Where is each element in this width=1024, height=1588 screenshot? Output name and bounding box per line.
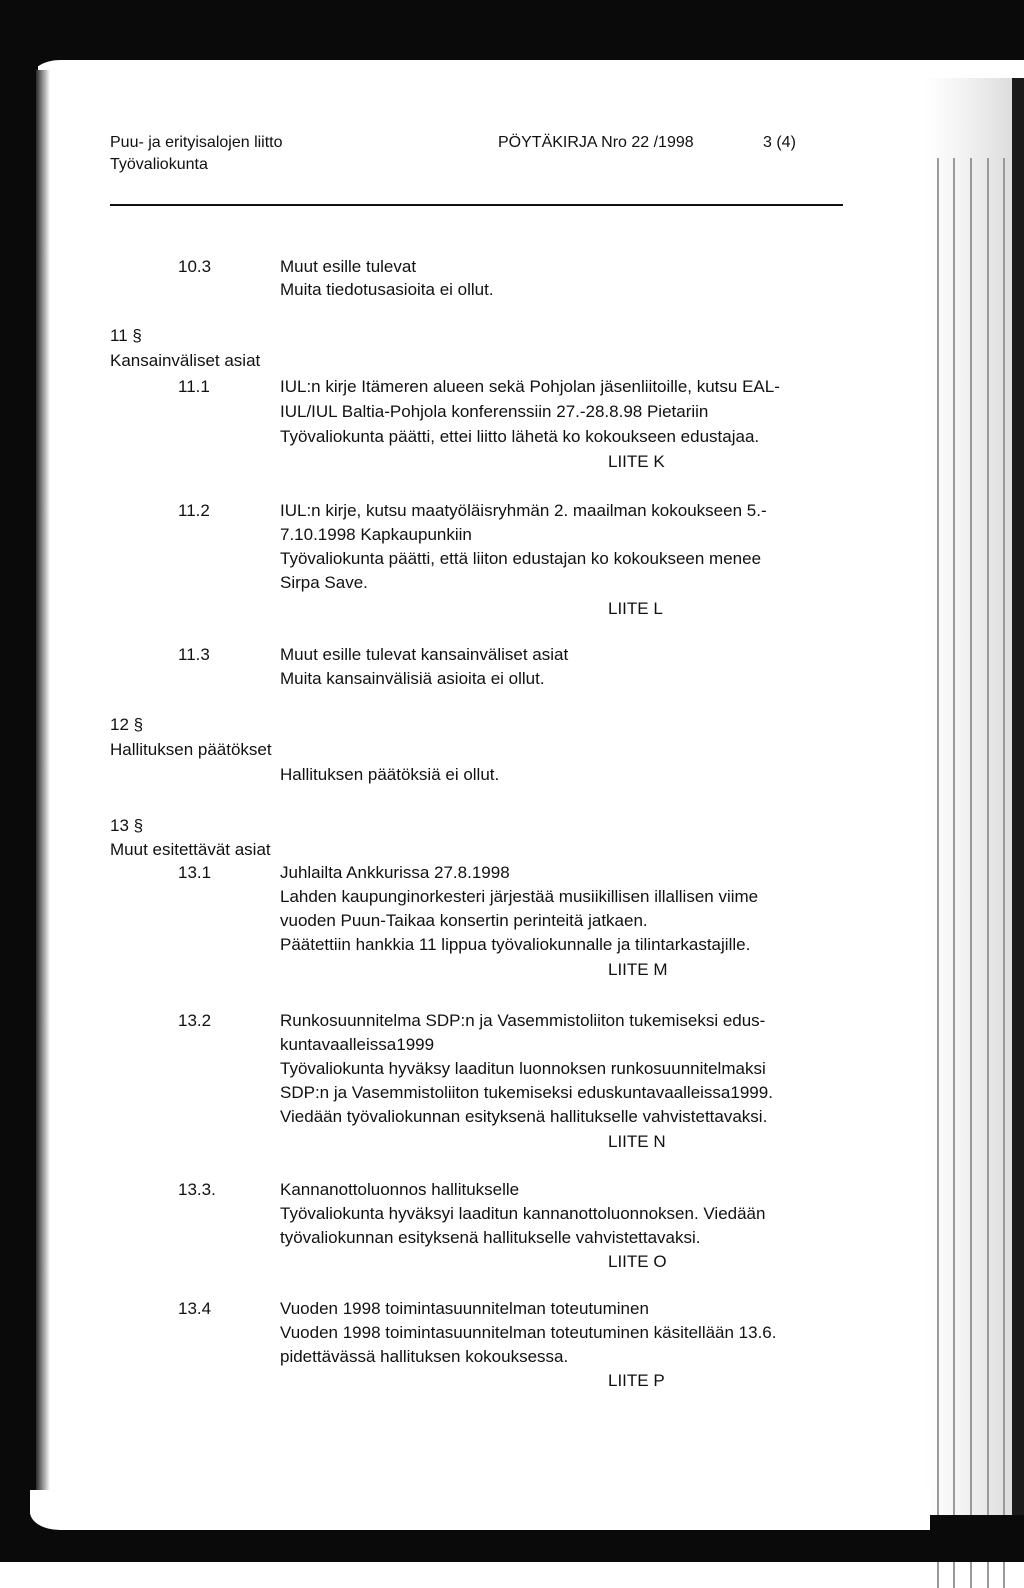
item-text: pidettävässä hallituksen kokouksessa. [280, 1347, 569, 1366]
attachment-label: LIITE O [608, 1252, 667, 1271]
item-text: Työvaliokunta päätti, että liiton edustajan ko kokoukseen menee [280, 549, 762, 568]
page-edge-line [953, 158, 955, 1588]
item-number: 11.3 [178, 645, 210, 664]
attachment-label: LIITE L [608, 599, 663, 618]
item-text: 7.10.1998 Kapkaupunkiin [280, 525, 472, 544]
scan-border-right [1012, 78, 1024, 1518]
item-text: Työvaliokunta hyväksy laaditun luonnoksen runkosuunnitelmaksi [280, 1059, 766, 1078]
page-stack-right [925, 78, 1024, 1518]
item-number: 11.2 [178, 501, 210, 520]
header-committee: Työvaliokunta [110, 156, 208, 173]
item-title: Kannanottoluonnos hallitukselle [280, 1180, 520, 1199]
item-text: työvaliokunnan esityksenä hallitukselle vahvistettavaksi. [280, 1228, 701, 1247]
item-text: Työvaliokunta hyväksyi laaditun kannanottoluonnoksen. Viedään [280, 1204, 766, 1223]
item-text: Työvaliokunta päätti, ettei liitto lähetä ko kokoukseen edustajaa. [280, 427, 760, 446]
section-heading: 11 § [110, 326, 142, 345]
header-organization: Puu- ja erityisalojen liitto [110, 134, 283, 151]
item-title: Juhlailta Ankkurissa 27.8.1998 [280, 863, 510, 882]
item-number: 13.4 [178, 1299, 212, 1318]
scan-border-left [0, 0, 38, 1562]
page-edge-line [1003, 158, 1005, 1588]
page-edge-line [987, 158, 989, 1588]
item-text: Sirpa Save. [280, 573, 368, 592]
attachment-label: LIITE P [608, 1371, 665, 1390]
item-text: Muita kansainvälisiä asioita ei ollut. [280, 669, 545, 688]
attachment-label: LIITE K [608, 452, 665, 471]
page-edge-line [937, 158, 939, 1588]
page-edge-line [970, 158, 972, 1588]
item-text: SDP:n ja Vasemmistoliiton tukemiseksi eduskuntavaalleissa1999. [280, 1083, 773, 1102]
item-text: IUL/IUL Baltia-Pohjola konferenssiin 27.-28.8.98 Pietariin [280, 402, 709, 421]
item-number: 10.3 [178, 257, 212, 276]
item-text: Vuoden 1998 toimintasuunnitelman toteutuminen käsitellään 13.6. [280, 1323, 777, 1342]
section-title: Muut esitettävät asiat [110, 840, 271, 859]
item-text: vuoden Puun-Taikaa konsertin perinteitä jatkaen. [280, 911, 648, 930]
item-title: Runkosuunnitelma SDP:n ja Vasemmistoliiton tukemiseksi edus- [280, 1011, 766, 1030]
item-number: 11.1 [178, 377, 210, 396]
item-text: IUL:n kirje, kutsu maatyöläisryhmän 2. maailman kokoukseen 5.- [280, 501, 767, 520]
item-number: 13.1 [178, 863, 212, 882]
page-corner-top [30, 60, 1024, 100]
item-title: Muut esille tulevat kansainväliset asiat [280, 645, 569, 664]
item-text: Muita tiedotusasioita ei ollut. [280, 280, 494, 299]
attachment-label: LIITE N [608, 1132, 666, 1151]
item-text: Hallituksen päätöksiä ei ollut. [280, 765, 500, 784]
item-number: 13.2 [178, 1011, 212, 1030]
section-title: Hallituksen päätökset [110, 740, 272, 759]
item-title: Vuoden 1998 toimintasuunnitelman toteutuminen [280, 1299, 649, 1318]
item-text: Päätettiin hankkia 11 lippua työvaliokunnalle ja tilintarkastajille. [280, 935, 751, 954]
page-corner-bottom [30, 1490, 930, 1530]
section-heading: 12 § [110, 715, 144, 734]
scan-shadow-left [36, 70, 50, 1510]
section-heading: 13 § [110, 816, 144, 835]
item-text: kuntavaalleissa1999 [280, 1035, 435, 1054]
attachment-label: LIITE M [608, 960, 668, 979]
item-text: IUL:n kirje Itämeren alueen sekä Pohjolan jäsenliitoille, kutsu EAL- [280, 377, 780, 396]
section-title: Kansainväliset asiat [110, 351, 261, 370]
item-number: 13.3. [178, 1180, 216, 1199]
item-title: Muut esille tulevat [280, 257, 417, 276]
item-text: Lahden kaupunginorkesteri järjestää musiikillisen illallisen viime [280, 887, 759, 906]
header-rule [110, 204, 843, 206]
document-title: PÖYTÄKIRJA Nro 22 /1998 [498, 134, 694, 151]
item-text: Viedään työvaliokunnan esityksenä hallitukselle vahvistettavaksi. [280, 1107, 768, 1126]
page-number: 3 (4) [763, 134, 796, 151]
